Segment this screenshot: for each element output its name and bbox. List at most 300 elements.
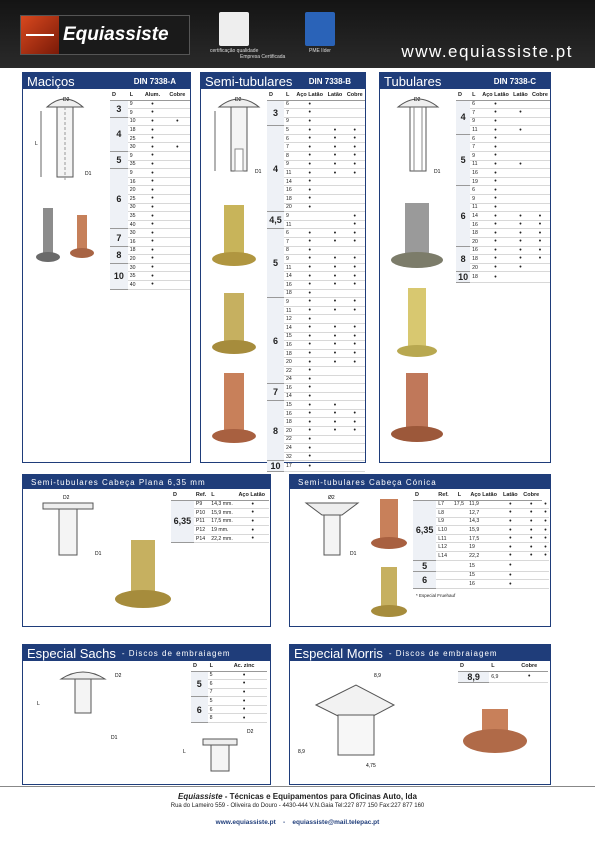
material-mark-cell: 11,9 xyxy=(467,500,500,509)
material-mark-cell xyxy=(345,435,365,444)
ref-cell: P11 xyxy=(194,517,209,526)
material-mark-cell: • xyxy=(500,534,520,543)
material-mark-cell: • xyxy=(480,117,511,126)
material-mark-cell: 15,9 xyxy=(467,526,500,535)
material-mark-cell: • xyxy=(325,134,344,143)
material-mark-cell: • xyxy=(221,671,267,680)
header-url[interactable]: www.equiassiste.pt xyxy=(401,42,573,61)
table-row xyxy=(456,143,550,152)
material-mark-cell xyxy=(325,444,344,453)
column-header: L xyxy=(284,91,294,100)
length-cell: 7 xyxy=(208,688,222,697)
material-mark-cell: • xyxy=(294,238,325,247)
panel-cabeca-conica xyxy=(289,474,551,627)
material-mark-cell: • xyxy=(325,238,344,247)
material-mark-cell xyxy=(530,195,550,204)
material-mark-cell xyxy=(345,186,365,195)
table-row xyxy=(267,384,365,393)
material-mark-cell xyxy=(325,375,344,384)
material-mark-cell: • xyxy=(165,117,190,126)
material-mark-cell xyxy=(325,117,344,126)
length-cell: 18 xyxy=(128,126,140,135)
material-mark-cell: • xyxy=(140,186,164,195)
svg-text:D2: D2 xyxy=(235,97,242,103)
table-row xyxy=(267,401,365,410)
table-especial-morris xyxy=(458,662,548,683)
table-row xyxy=(456,100,550,109)
length-cell: 11 xyxy=(284,263,294,272)
length-cell: 35 xyxy=(128,212,140,221)
length-cell: 6 xyxy=(470,186,480,195)
length-cell: 19 mm. xyxy=(209,526,236,535)
material-mark-cell xyxy=(511,186,530,195)
material-mark-cell: • xyxy=(345,298,365,307)
column-header: Ref. xyxy=(436,491,452,500)
svg-text:D1: D1 xyxy=(350,551,357,557)
material-mark-cell: • xyxy=(520,526,542,535)
length-cell: 18 xyxy=(470,255,480,264)
length-cell: 18 xyxy=(128,246,140,255)
material-mark-cell: • xyxy=(325,272,344,281)
page-header xyxy=(0,0,595,68)
rivet-drawing-semi xyxy=(211,89,271,189)
length-cell: 11 xyxy=(284,306,294,315)
material-mark-cell xyxy=(325,109,344,118)
column-header: L xyxy=(128,91,140,100)
length-cell: 22 xyxy=(284,435,294,444)
material-mark-cell: • xyxy=(345,358,365,367)
material-mark-cell xyxy=(345,452,365,461)
length-cell: 7 xyxy=(284,109,294,118)
material-mark-cell: • xyxy=(480,229,511,238)
material-mark-cell xyxy=(325,289,344,298)
length-cell: L10 xyxy=(436,526,452,535)
material-mark-cell: • xyxy=(294,263,325,272)
material-mark-cell: • xyxy=(511,126,530,135)
length-cell: 9 xyxy=(128,169,140,178)
pme-label: PME líder xyxy=(309,48,331,54)
diameter-cell: 10 xyxy=(267,461,284,472)
material-mark-cell: • xyxy=(520,543,542,552)
length-cell: 20 xyxy=(470,238,480,247)
material-mark-cell: • xyxy=(140,177,164,186)
material-mark-cell: • xyxy=(294,143,325,152)
column-header: Ref. xyxy=(194,491,209,500)
material-mark-cell xyxy=(452,552,467,561)
material-mark-cell: • xyxy=(221,680,267,689)
material-mark-cell xyxy=(325,220,344,229)
panel-especial-sachs xyxy=(22,644,271,785)
material-mark-cell: • xyxy=(140,100,164,109)
diameter-cell: 10 xyxy=(110,263,128,289)
rivet-photo-plana xyxy=(113,535,173,625)
material-mark-cell: • xyxy=(236,526,269,535)
table-row xyxy=(110,263,190,272)
length-cell: 7 xyxy=(284,238,294,247)
material-mark-cell xyxy=(165,100,190,109)
length-cell: 35 xyxy=(128,272,140,281)
column-header: D xyxy=(413,491,436,500)
material-mark-cell: • xyxy=(480,126,511,135)
diameter-cell: 7 xyxy=(267,384,284,401)
material-mark-cell: • xyxy=(140,272,164,281)
length-cell: 20 xyxy=(470,263,480,272)
material-mark-cell: • xyxy=(294,203,325,212)
material-mark-cell: • xyxy=(511,229,530,238)
length-cell: 20 xyxy=(128,255,140,264)
material-mark-cell xyxy=(511,195,530,204)
column-header: Aço Latão xyxy=(236,491,269,500)
length-cell: 30 xyxy=(128,263,140,272)
material-mark-cell: • xyxy=(325,306,344,315)
length-cell: 40 xyxy=(128,220,140,229)
material-mark-cell: • xyxy=(221,697,267,706)
material-mark-cell: • xyxy=(345,332,365,341)
column-header: D xyxy=(171,491,194,500)
panel-title: Maciços xyxy=(27,73,75,89)
material-mark-cell: • xyxy=(294,160,325,169)
table-row xyxy=(267,100,365,109)
material-mark-cell: • xyxy=(325,332,344,341)
col-l: L xyxy=(489,662,510,671)
material-mark-cell: • xyxy=(542,517,549,526)
footer-tagline: - Técnicas e Equipamentos para Oficinas Auto, lda xyxy=(222,792,417,801)
length-cell: 7 xyxy=(470,143,480,152)
material-mark-cell xyxy=(325,195,344,204)
rivet-drawing-tubular xyxy=(390,89,450,189)
material-mark-cell xyxy=(345,366,365,375)
diameter-cell: 6,35 xyxy=(413,500,436,560)
material-mark-cell: • xyxy=(221,714,267,723)
material-mark-cell: • xyxy=(511,238,530,247)
footer-email-link[interactable]: equiassiste@mail.telepac.pt xyxy=(292,819,380,826)
material-mark-cell: • xyxy=(345,255,365,264)
material-mark-cell xyxy=(345,100,365,109)
cert-caption xyxy=(240,52,285,60)
dim-l: L xyxy=(37,701,40,707)
length-cell: 11 xyxy=(470,160,480,169)
material-mark-cell xyxy=(452,517,467,526)
material-mark-cell: • xyxy=(511,109,530,118)
length-cell: 17,5 mm. xyxy=(209,517,236,526)
material-mark-cell: • xyxy=(480,169,511,178)
material-mark-cell xyxy=(294,220,325,229)
material-mark-cell xyxy=(530,117,550,126)
panel-morris-header xyxy=(290,645,550,661)
length-cell: 20 xyxy=(284,427,294,436)
rivet-photos-semi xyxy=(209,203,259,453)
panel-macicos-header xyxy=(23,73,190,89)
material-mark-cell: 22,2 xyxy=(467,552,500,561)
material-mark-cell xyxy=(530,134,550,143)
material-mark-cell: • xyxy=(542,509,549,518)
material-mark-cell xyxy=(345,117,365,126)
material-mark-cell xyxy=(530,126,550,135)
material-mark-cell xyxy=(325,452,344,461)
length-cell: 24 xyxy=(284,444,294,453)
material-mark-cell: • xyxy=(345,341,365,350)
dim-89-b: 8,9 xyxy=(298,749,305,755)
ref-cell: P12 xyxy=(194,526,209,535)
material-mark-cell: • xyxy=(140,263,164,272)
material-mark-cell: • xyxy=(480,246,511,255)
material-mark-cell: • xyxy=(530,238,550,247)
material-mark-cell: • xyxy=(500,571,520,580)
panel-title: Tubulares xyxy=(384,73,442,89)
material-mark-cell: 16 xyxy=(467,580,500,589)
table-row xyxy=(456,134,550,143)
material-mark-cell: • xyxy=(140,280,164,289)
length-cell: 20 xyxy=(284,358,294,367)
material-mark-cell: • xyxy=(294,409,325,418)
pme-badge xyxy=(305,12,335,54)
length-cell: 16 xyxy=(284,409,294,418)
material-mark-cell: • xyxy=(500,509,520,518)
material-mark-cell xyxy=(325,186,344,195)
din-label: DIN 7338-B xyxy=(308,76,351,86)
table-row xyxy=(267,298,365,307)
material-mark-cell: • xyxy=(294,323,325,332)
panel-subtitle: - Discos de embraiagem xyxy=(121,648,231,658)
length-cell: 17 xyxy=(284,461,294,472)
column-header: Aço Latão xyxy=(480,91,511,100)
length-cell: 7 xyxy=(284,143,294,152)
length-cell: 16 xyxy=(128,177,140,186)
material-mark-cell xyxy=(345,315,365,324)
material-mark-cell xyxy=(325,435,344,444)
length-cell: 20 xyxy=(284,203,294,212)
material-mark-cell: 17,5 xyxy=(467,534,500,543)
certification-badge xyxy=(210,12,258,54)
length-cell: 16 xyxy=(128,238,140,247)
material-mark-cell xyxy=(452,526,467,535)
material-mark-cell: • xyxy=(500,517,520,526)
table-row xyxy=(413,500,549,509)
table-tubulares xyxy=(456,91,550,283)
material-mark-cell xyxy=(165,203,190,212)
material-mark-cell: 14,3 xyxy=(467,517,500,526)
table-row xyxy=(456,126,550,135)
length-cell xyxy=(436,560,452,571)
material-mark-cell xyxy=(165,246,190,255)
material-mark-cell: 17,5 xyxy=(452,500,467,509)
material-mark-cell: • xyxy=(500,552,520,561)
material-mark-cell: • xyxy=(520,500,542,509)
table-row xyxy=(110,246,190,255)
rivet-drawing-morris xyxy=(296,665,406,775)
material-mark-cell xyxy=(325,203,344,212)
length-cell: 5 xyxy=(208,697,222,706)
material-mark-cell: • xyxy=(345,238,365,247)
rivet-photo-morris xyxy=(460,705,530,775)
column-header: Cobre xyxy=(165,91,190,100)
material-mark-cell xyxy=(165,126,190,135)
material-mark-cell: • xyxy=(325,323,344,332)
dim-89-a: 8,9 xyxy=(374,673,381,679)
length-cell: 32 xyxy=(284,452,294,461)
certification-icon xyxy=(219,12,249,46)
length-cell: 12 xyxy=(284,315,294,324)
material-mark-cell: • xyxy=(294,315,325,324)
material-mark-cell: • xyxy=(294,195,325,204)
material-mark-cell xyxy=(345,461,365,472)
material-mark-cell: • xyxy=(325,263,344,272)
logo-mark-icon xyxy=(21,16,59,54)
material-mark-cell: • xyxy=(480,195,511,204)
material-mark-cell xyxy=(452,580,467,589)
length-cell: L8 xyxy=(436,509,452,518)
length-cell: 6 xyxy=(284,134,294,143)
material-mark-cell xyxy=(511,169,530,178)
material-mark-cell: • xyxy=(345,272,365,281)
length-cell: 6 xyxy=(470,100,480,109)
panel-especial-morris xyxy=(289,644,551,785)
diameter-cell: 8 xyxy=(456,246,470,272)
diameter-cell: 4 xyxy=(456,100,470,134)
material-mark-cell: • xyxy=(294,444,325,453)
material-mark-cell xyxy=(325,315,344,324)
material-mark-cell xyxy=(325,177,344,186)
material-mark-cell xyxy=(165,152,190,161)
material-mark-cell xyxy=(511,203,530,212)
material-mark-cell xyxy=(345,246,365,255)
footer-company: Equiassiste xyxy=(178,792,223,801)
material-mark-cell xyxy=(511,272,530,283)
material-mark-cell: • xyxy=(294,349,325,358)
material-mark-cell xyxy=(325,366,344,375)
din-label: DIN 7338-C xyxy=(493,76,536,86)
material-mark-cell: • xyxy=(294,435,325,444)
material-mark-cell: • xyxy=(165,143,190,152)
material-mark-cell: • xyxy=(294,332,325,341)
length-cell: 5 xyxy=(284,126,294,135)
material-mark-cell xyxy=(165,160,190,169)
material-mark-cell xyxy=(530,152,550,161)
length-cell: 6 xyxy=(208,680,222,689)
length-cell: 16 xyxy=(284,341,294,350)
length-cell: 6 xyxy=(208,705,222,714)
svg-text:D1: D1 xyxy=(85,171,92,177)
table-row xyxy=(456,238,550,247)
length-cell: L14 xyxy=(436,552,452,561)
material-mark-cell xyxy=(542,580,549,589)
rivet-drawing-sachs-2 xyxy=(173,723,268,783)
material-mark-cell: • xyxy=(511,255,530,264)
material-mark-cell xyxy=(345,289,365,298)
svg-text:D2: D2 xyxy=(63,97,70,103)
material-mark-cell: • xyxy=(345,134,365,143)
material-mark-cell: • xyxy=(294,169,325,178)
material-mark-cell: • xyxy=(140,220,164,229)
length-cell: 22 xyxy=(284,366,294,375)
material-mark-cell xyxy=(165,272,190,281)
material-mark-cell: • xyxy=(480,255,511,264)
material-mark-cell: • xyxy=(480,238,511,247)
panel-title: Semi-tubulares Cabeça Cónica xyxy=(290,475,550,489)
length-cell: 15,9 mm. xyxy=(209,509,236,518)
length-cell: 15 xyxy=(284,401,294,410)
material-mark-cell: • xyxy=(140,246,164,255)
din-label: DIN 7338-A xyxy=(133,76,176,86)
column-header: Alum. xyxy=(140,91,164,100)
footer-web-link[interactable]: www.equiassiste.pt xyxy=(215,819,276,826)
material-mark-cell xyxy=(165,229,190,238)
length-cell: 18 xyxy=(284,289,294,298)
length-cell: 22,2 mm. xyxy=(209,534,236,543)
material-mark-cell: • xyxy=(345,323,365,332)
material-mark-cell: • xyxy=(542,500,549,509)
material-mark-cell: • xyxy=(530,229,550,238)
column-header: L xyxy=(209,491,236,500)
rivet-drawing-solid xyxy=(33,89,113,189)
material-mark-cell xyxy=(325,246,344,255)
column-header: Latão xyxy=(511,91,530,100)
column-header: L xyxy=(452,491,467,500)
length-cell: 15 xyxy=(284,332,294,341)
table-row xyxy=(456,263,550,272)
material-mark-cell xyxy=(520,560,542,571)
panel-subtitle: - Discos de embraiagem xyxy=(388,648,498,658)
length-cell: 14,3 mm. xyxy=(209,500,236,509)
material-mark-cell: • xyxy=(325,160,344,169)
material-mark-cell: • xyxy=(294,134,325,143)
material-mark-cell: • xyxy=(345,306,365,315)
table-row xyxy=(456,152,550,161)
material-mark-cell: • xyxy=(345,152,365,161)
material-mark-cell xyxy=(530,109,550,118)
material-mark-cell: • xyxy=(236,509,269,518)
length-cell: 11 xyxy=(470,126,480,135)
material-mark-cell: • xyxy=(325,409,344,418)
dim-d2: D2 xyxy=(115,673,122,679)
length-cell: 14 xyxy=(284,177,294,186)
material-mark-cell xyxy=(452,543,467,552)
material-mark-cell: • xyxy=(325,229,344,238)
length-cell: 10 xyxy=(128,117,140,126)
column-header: Aço Latão xyxy=(294,91,325,100)
length-cell: 9 xyxy=(128,100,140,109)
material-mark-cell xyxy=(294,212,325,221)
rivet-photos-tubular xyxy=(388,198,448,458)
diameter-cell: 8 xyxy=(110,246,128,263)
length-cell: 16 xyxy=(470,169,480,178)
length-cell: 11 xyxy=(284,169,294,178)
table-row xyxy=(191,697,267,706)
column-header: Aço Latão xyxy=(467,491,500,500)
material-mark-cell: • xyxy=(511,160,530,169)
length-cell: 11 xyxy=(470,203,480,212)
material-mark-cell: • xyxy=(294,452,325,461)
material-mark-cell: • xyxy=(140,238,164,247)
material-mark-cell: • xyxy=(294,375,325,384)
material-mark-cell: • xyxy=(345,418,365,427)
material-mark-cell: • xyxy=(345,212,365,221)
material-mark-cell: • xyxy=(345,126,365,135)
panel-semi-tubulares xyxy=(200,72,366,472)
material-mark-cell: • xyxy=(480,143,511,152)
length-cell: 16 xyxy=(470,220,480,229)
material-mark-cell: • xyxy=(345,169,365,178)
table-row xyxy=(171,500,269,509)
material-mark-cell: • xyxy=(294,298,325,307)
material-mark-cell xyxy=(345,384,365,393)
panel-macicos xyxy=(22,72,191,463)
table-row xyxy=(267,461,365,472)
material-mark-cell xyxy=(165,255,190,264)
material-mark-cell: • xyxy=(480,177,511,186)
material-mark-cell: • xyxy=(294,229,325,238)
material-mark-cell: • xyxy=(294,306,325,315)
